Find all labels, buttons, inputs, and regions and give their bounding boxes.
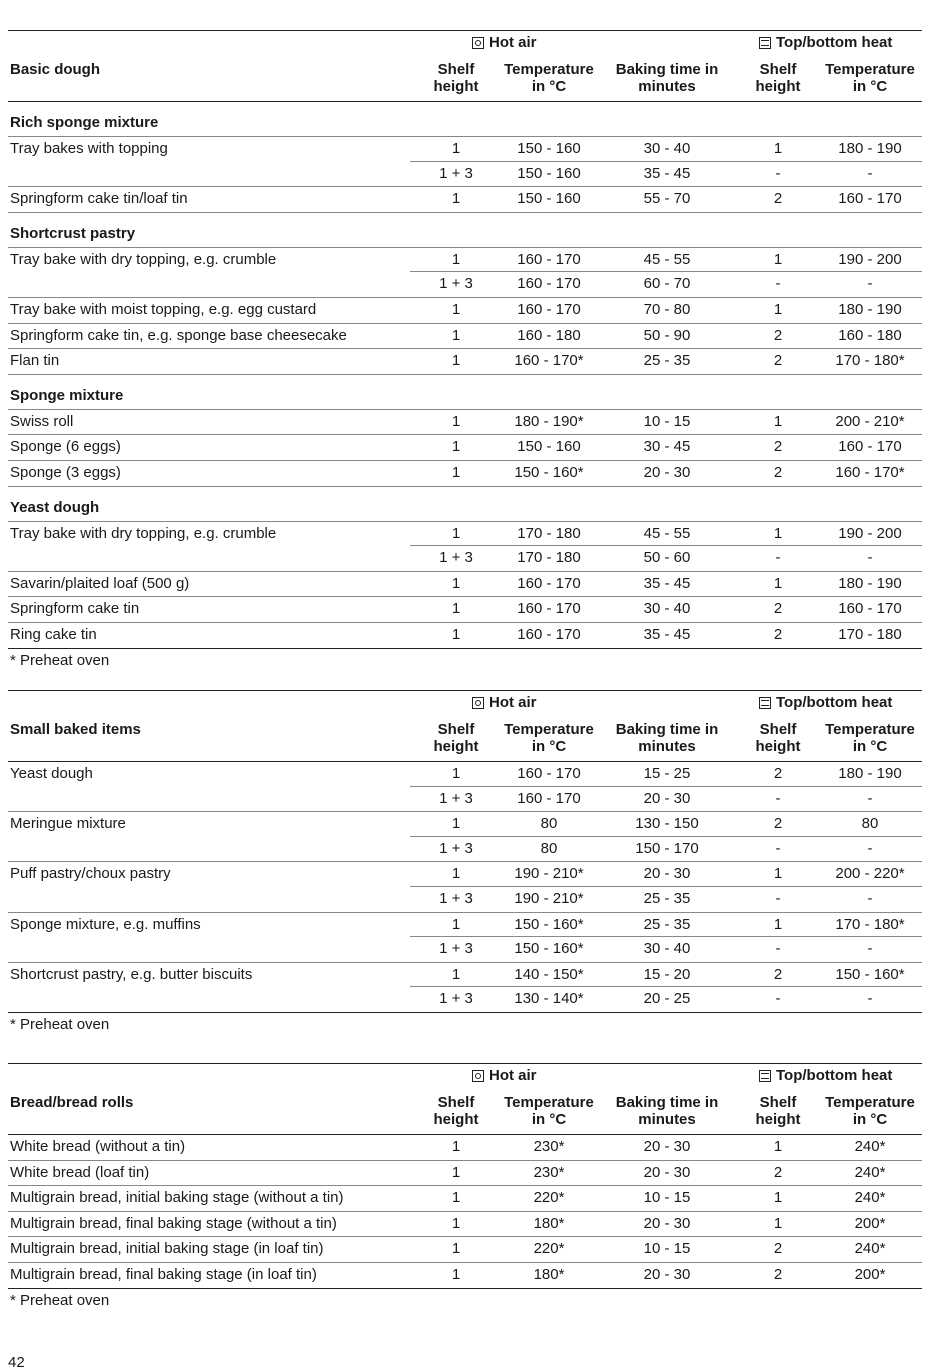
top-bottom-temperature-value: 200* [854,1214,886,1232]
table-row [8,298,922,324]
table-row [8,597,922,623]
table-row [8,272,922,298]
hot-air-baking-time-value: 50 - 90 [643,326,691,344]
small-baked-items-table [8,690,922,1037]
top-bottom-shelf-height-value: 2 [773,326,783,344]
item-name: Springform cake tin, e.g. sponge base cheesecake [10,326,347,344]
hot-air-shelf-height-value: 1 [451,574,461,592]
top-bottom-temperature-value: - [867,940,873,958]
top-bottom-temperature-value: - [867,549,873,567]
top-bottom-heat-heading [759,694,892,711]
hot-air-baking-time-value: 20 - 30 [643,1163,691,1181]
table-row [8,137,922,162]
hot-air-temperature-value: 160 - 170 [517,600,581,618]
item-name: Ring cake tin [10,625,97,643]
hot-air-temperature-value: 160 - 170 [517,300,581,318]
hot-air-fan-icon [472,1070,484,1082]
top-bottom-heat-heading [759,34,892,51]
table-row [8,862,922,887]
top-bottom-shelf-height-value: 2 [773,815,783,833]
table-row [8,623,922,649]
top-bottom-shelf-height-value: 1 [773,250,783,268]
top-bottom-temperature-value: 240* [854,1189,886,1207]
hot-air-baking-time-value: 45 - 55 [643,250,691,268]
column-header-top-bottom-shelf-height: Shelf height [755,1094,801,1128]
top-bottom-heat-icon [759,37,771,49]
hot-air-temperature-value: 180 - 190* [514,412,584,430]
hot-air-temperature-value: 190 - 210* [514,889,584,907]
hot-air-shelf-height-value: 1 + 3 [439,275,473,293]
item-name: Savarin/plaited loaf (500 g) [10,574,190,592]
item-name: Meringue mixture [10,815,126,833]
hot-air-label: Hot air [489,694,537,711]
item-name: Tray bake with dry topping, e.g. crumble [10,524,277,542]
hot-air-temperature-value: 220* [533,1240,565,1258]
hot-air-label: Hot air [489,34,537,51]
column-header-top-bottom-temperature: Temperature in °C [825,1094,915,1128]
top-bottom-heat-label: Top/bottom heat [776,1067,893,1084]
hot-air-baking-time-value: 10 - 15 [643,1189,691,1207]
hot-air-shelf-height-value: 1 [451,438,461,456]
top-bottom-shelf-height-value: - [775,789,781,807]
footnote: * Preheat oven [10,1015,110,1033]
column-header-hot-air-baking-time: Baking time in minutes [615,721,719,755]
hot-air-baking-time-value: 30 - 40 [643,940,691,958]
hot-air-temperature-value: 160 - 170 [517,765,581,782]
table-header [8,690,922,762]
hot-air-shelf-height-value: 1 [451,1240,461,1258]
category-heading: Rich sponge mixture [8,102,922,137]
hot-air-temperature-value: 150 - 160* [514,940,584,958]
hot-air-temperature-value: 80 [540,815,558,833]
hot-air-shelf-height-value: 1 [451,1138,461,1155]
footnote: * Preheat oven [10,651,110,669]
hot-air-shelf-height-value: 1 [451,1214,461,1232]
top-bottom-temperature-value: 180 - 190 [838,574,902,592]
item-name: Sponge (3 eggs) [10,463,121,481]
top-bottom-shelf-height-value: - [775,275,781,293]
top-bottom-heat-label: Top/bottom heat [776,694,893,711]
item-name: Multigrain bread, final baking stage (without a tin) [10,1214,337,1232]
hot-air-baking-time-value: 20 - 25 [643,990,691,1008]
hot-air-temperature-value: 150 - 160* [514,915,584,933]
hot-air-temperature-value: 160 - 170 [517,574,581,592]
hot-air-baking-time-value: 20 - 30 [643,1214,691,1232]
hot-air-baking-time-value: 20 - 30 [643,789,691,807]
hot-air-baking-time-value: 10 - 15 [643,1240,691,1258]
category-heading: Sponge mixture [8,375,922,410]
hot-air-baking-time-value: 55 - 70 [643,190,691,208]
hot-air-shelf-height-value: 1 + 3 [439,839,473,857]
top-bottom-shelf-height-value: 1 [773,524,783,542]
item-name: White bread (without a tin) [10,1138,186,1155]
item-name: Sponge (6 eggs) [10,438,121,456]
hot-air-baking-time-value: 15 - 25 [643,765,691,782]
hot-air-baking-time-value: 30 - 40 [643,600,691,618]
top-bottom-shelf-height-value: 1 [773,1138,783,1155]
column-header-top-bottom-temperature: Temperature in °C [825,61,915,95]
hot-air-temperature-value: 160 - 170 [517,625,581,643]
item-name: Tray bake with moist topping, e.g. egg custard [10,300,317,318]
hot-air-fan-icon [472,37,484,49]
hot-air-shelf-height-value: 1 [451,815,461,833]
table-title: Bread/bread rolls [10,1094,134,1111]
table-row [8,248,922,273]
hot-air-shelf-height-value: 1 [451,765,461,782]
hot-air-temperature-value: 150 - 160 [517,140,581,157]
hot-air-heading [472,34,537,51]
top-bottom-heat-icon [759,697,771,709]
hot-air-shelf-height-value: 1 [451,600,461,618]
table-row [8,812,922,837]
top-bottom-shelf-height-value: - [775,940,781,958]
hot-air-shelf-height-value: 1 [451,352,461,370]
column-header-hot-air-baking-time: Baking time in minutes [615,61,719,95]
table-row [8,887,922,913]
table-row [8,1161,922,1187]
top-bottom-shelf-height-value: 2 [773,625,783,643]
top-bottom-temperature-value: 170 - 180* [835,352,905,370]
item-name: Multigrain bread, final baking stage (in loaf tin) [10,1265,317,1283]
top-bottom-temperature-value: 180 - 190 [838,300,902,318]
hot-air-heading [472,694,537,711]
hot-air-temperature-value: 230* [533,1163,565,1181]
top-bottom-temperature-value: 150 - 160* [835,965,905,983]
column-header-top-bottom-shelf-height: Shelf height [755,61,801,95]
table-row [8,522,922,547]
hot-air-shelf-height-value: 1 [451,1163,461,1181]
column-header-hot-air-shelf-height: Shelf height [433,721,479,755]
top-bottom-shelf-height-value: 2 [773,965,783,983]
item-name: Springform cake tin [10,600,140,618]
top-bottom-temperature-value: 170 - 180 [838,625,902,643]
hot-air-shelf-height-value: 1 [451,915,461,933]
table-row [8,410,922,436]
top-bottom-temperature-value: 190 - 200 [838,250,902,268]
hot-air-shelf-height-value: 1 [451,190,461,208]
top-bottom-heat-label: Top/bottom heat [776,34,893,51]
table-title: Small baked items [10,721,141,738]
footnote: * Preheat oven [10,1291,110,1309]
hot-air-temperature-value: 170 - 180 [517,524,581,542]
page-number: 42 [8,1354,25,1371]
top-bottom-shelf-height-value: 2 [773,1265,783,1283]
category-heading: Shortcrust pastry [8,213,922,248]
hot-air-shelf-height-value: 1 [451,326,461,344]
item-name: Shortcrust pastry, e.g. butter biscuits [10,965,253,983]
hot-air-shelf-height-value: 1 [451,300,461,318]
top-bottom-shelf-height-value: - [775,990,781,1008]
hot-air-shelf-height-value: 1 [451,865,461,883]
hot-air-temperature-value: 180* [533,1265,565,1283]
top-bottom-shelf-height-value: 2 [773,190,783,208]
table-row [8,987,922,1013]
hot-air-baking-time-value: 20 - 30 [643,1265,691,1283]
top-bottom-temperature-value: 160 - 170 [838,438,902,456]
top-bottom-shelf-height-value: 2 [773,765,783,782]
item-name: Flan tin [10,352,60,370]
hot-air-baking-time-value: 20 - 30 [643,865,691,883]
item-name: Springform cake tin/loaf tin [10,190,188,208]
table-row [8,187,922,213]
hot-air-temperature-value: 160 - 170 [517,250,581,268]
hot-air-baking-time-value: 25 - 35 [643,915,691,933]
top-bottom-shelf-height-value: 1 [773,1189,783,1207]
table-row [8,937,922,963]
top-bottom-shelf-height-value: 1 [773,865,783,883]
top-bottom-shelf-height-value: 2 [773,352,783,370]
column-header-top-bottom-temperature: Temperature in °C [825,721,915,755]
table-row [8,787,922,813]
top-bottom-shelf-height-value: 2 [773,600,783,618]
hot-air-temperature-value: 180* [533,1214,565,1232]
top-bottom-temperature-value: 240* [854,1240,886,1258]
table-row [8,762,922,787]
hot-air-temperature-value: 130 - 140* [514,990,584,1008]
hot-air-shelf-height-value: 1 [451,524,461,542]
column-header-top-bottom-shelf-height: Shelf height [755,721,801,755]
hot-air-baking-time-value: 20 - 30 [643,1138,691,1155]
top-bottom-shelf-height-value: - [775,839,781,857]
top-bottom-shelf-height-value: 2 [773,438,783,456]
top-bottom-shelf-height-value: 1 [773,300,783,318]
hot-air-temperature-value: 150 - 160 [517,190,581,208]
item-name: Sponge mixture, e.g. muffins [10,915,201,933]
hot-air-label: Hot air [489,1067,537,1084]
basic-dough-table [8,30,922,673]
hot-air-shelf-height-value: 1 + 3 [439,549,473,567]
item-name: Multigrain bread, initial baking stage (without a tin) [10,1189,344,1207]
hot-air-temperature-value: 150 - 160* [514,463,584,481]
top-bottom-temperature-value: 160 - 180 [838,326,902,344]
item-name: Swiss roll [10,412,74,430]
top-bottom-temperature-value: - [867,889,873,907]
top-bottom-temperature-value: 180 - 190 [838,765,902,782]
column-header-hot-air-temperature: Temperature in °C [504,721,594,755]
table-row [8,546,922,572]
top-bottom-temperature-value: 200 - 220* [835,865,905,883]
hot-air-baking-time-value: 20 - 30 [643,463,691,481]
top-bottom-temperature-value: 160 - 170* [835,463,905,481]
hot-air-baking-time-value: 60 - 70 [643,275,691,293]
top-bottom-temperature-value: 180 - 190 [838,140,902,157]
table-row [8,461,922,487]
hot-air-baking-time-value: 30 - 45 [643,438,691,456]
top-bottom-temperature-value: - [867,990,873,1008]
hot-air-baking-time-value: 25 - 35 [643,352,691,370]
hot-air-temperature-value: 160 - 170* [514,352,584,370]
top-bottom-temperature-value: - [867,164,873,182]
top-bottom-shelf-height-value: - [775,164,781,182]
column-header-hot-air-temperature: Temperature in °C [504,1094,594,1128]
top-bottom-temperature-value: 240* [854,1163,886,1181]
table-row [8,1135,922,1161]
hot-air-temperature-value: 150 - 160 [517,164,581,182]
hot-air-shelf-height-value: 1 [451,965,461,983]
top-bottom-temperature-value: - [867,275,873,293]
hot-air-shelf-height-value: 1 [451,140,461,157]
hot-air-baking-time-value: 50 - 60 [643,549,691,567]
hot-air-shelf-height-value: 1 [451,463,461,481]
hot-air-shelf-height-value: 1 + 3 [439,990,473,1008]
column-header-hot-air-temperature: Temperature in °C [504,61,594,95]
hot-air-temperature-value: 220* [533,1189,565,1207]
hot-air-baking-time-value: 35 - 45 [643,574,691,592]
table-row [8,1263,922,1289]
hot-air-shelf-height-value: 1 + 3 [439,940,473,958]
top-bottom-shelf-height-value: 2 [773,463,783,481]
top-bottom-shelf-height-value: 1 [773,574,783,592]
top-bottom-shelf-height-value: 2 [773,1163,783,1181]
table-row [8,1212,922,1238]
top-bottom-shelf-height-value: - [775,549,781,567]
table-header [8,30,922,102]
top-bottom-shelf-height-value: 1 [773,1214,783,1232]
top-bottom-temperature-value: 240* [854,1138,886,1155]
table-row [8,572,922,598]
hot-air-temperature-value: 160 - 170 [517,789,581,807]
top-bottom-shelf-height-value: 1 [773,140,783,157]
hot-air-temperature-value: 170 - 180 [517,549,581,567]
top-bottom-temperature-value: 190 - 200 [838,524,902,542]
top-bottom-temperature-value: 160 - 170 [838,190,902,208]
top-bottom-heat-heading [759,1067,892,1084]
item-name: Tray bake with dry topping, e.g. crumble [10,250,277,268]
hot-air-baking-time-value: 15 - 20 [643,965,691,983]
table-row [8,162,922,188]
top-bottom-shelf-height-value: 1 [773,412,783,430]
hot-air-fan-icon [472,697,484,709]
hot-air-temperature-value: 160 - 170 [517,275,581,293]
top-bottom-shelf-height-value: - [775,889,781,907]
hot-air-heading [472,1067,537,1084]
hot-air-temperature-value: 150 - 160 [517,438,581,456]
top-bottom-temperature-value: 200 - 210* [835,412,905,430]
table-header [8,1063,922,1135]
table-title: Basic dough [10,61,101,78]
top-bottom-temperature-value: 160 - 170 [838,600,902,618]
table-row [8,349,922,375]
top-bottom-heat-icon [759,1070,771,1082]
top-bottom-shelf-height-value: 1 [773,915,783,933]
hot-air-shelf-height-value: 1 + 3 [439,789,473,807]
column-header-hot-air-shelf-height: Shelf height [433,1094,479,1128]
hot-air-shelf-height-value: 1 [451,250,461,268]
hot-air-baking-time-value: 10 - 15 [643,412,691,430]
item-name: White bread (loaf tin) [10,1163,150,1181]
table-row [8,324,922,350]
column-header-hot-air-baking-time: Baking time in minutes [615,1094,719,1128]
item-name: Multigrain bread, initial baking stage (in loaf tin) [10,1240,324,1258]
hot-air-baking-time-value: 35 - 45 [643,164,691,182]
hot-air-baking-time-value: 45 - 55 [643,524,691,542]
bread-rolls-table [8,1063,922,1313]
top-bottom-temperature-value: - [867,789,873,807]
hot-air-baking-time-value: 25 - 35 [643,889,691,907]
item-name: Puff pastry/choux pastry [10,865,171,883]
hot-air-temperature-value: 230* [533,1138,565,1155]
table-row [8,1186,922,1212]
hot-air-baking-time-value: 70 - 80 [643,300,691,318]
category-heading: Yeast dough [8,487,922,522]
top-bottom-temperature-value: - [867,839,873,857]
hot-air-baking-time-value: 30 - 40 [643,140,691,157]
hot-air-shelf-height-value: 1 [451,412,461,430]
table-row [8,1237,922,1263]
hot-air-baking-time-value: 130 - 150 [635,815,699,833]
top-bottom-temperature-value: 170 - 180* [835,915,905,933]
hot-air-shelf-height-value: 1 + 3 [439,889,473,907]
top-bottom-temperature-value: 80 [861,815,879,833]
top-bottom-temperature-value: 200* [854,1265,886,1283]
table-row [8,913,922,938]
hot-air-shelf-height-value: 1 [451,1189,461,1207]
hot-air-temperature-value: 80 [540,839,558,857]
top-bottom-shelf-height-value: 2 [773,1240,783,1258]
hot-air-shelf-height-value: 1 [451,1265,461,1283]
hot-air-baking-time-value: 150 - 170 [635,839,699,857]
table-row [8,435,922,461]
hot-air-temperature-value: 160 - 180 [517,326,581,344]
table-row [8,963,922,988]
hot-air-baking-time-value: 35 - 45 [643,625,691,643]
item-name: Tray bakes with topping [10,140,168,157]
hot-air-temperature-value: 190 - 210* [514,865,584,883]
column-header-hot-air-shelf-height: Shelf height [433,61,479,95]
hot-air-temperature-value: 140 - 150* [514,965,584,983]
hot-air-shelf-height-value: 1 [451,625,461,643]
hot-air-shelf-height-value: 1 + 3 [439,164,473,182]
item-name: Yeast dough [10,765,93,782]
table-row [8,837,922,863]
